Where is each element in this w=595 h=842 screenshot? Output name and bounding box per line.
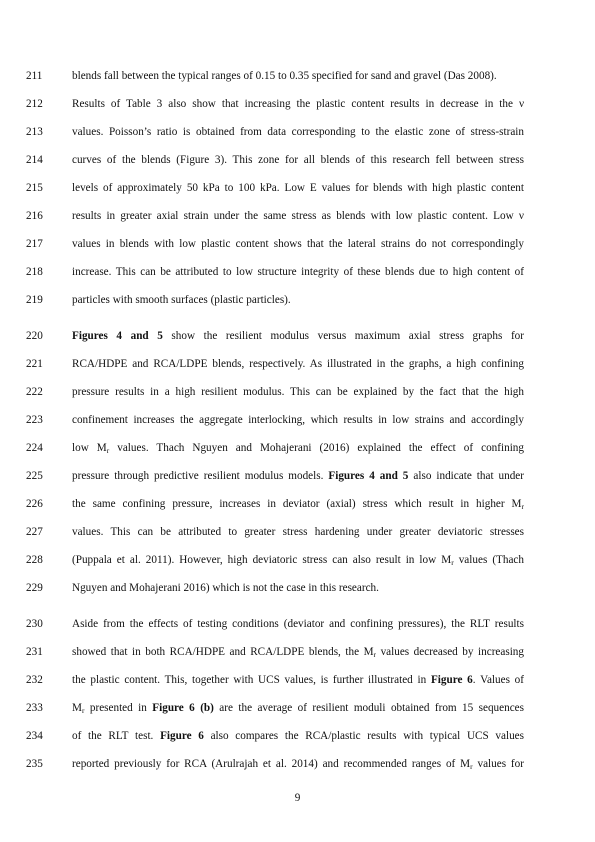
line-number: 222 (26, 386, 43, 398)
line-number: 216 (26, 210, 43, 222)
text-line (0, 384, 595, 400)
text-line (0, 328, 595, 344)
text-line (0, 264, 595, 280)
text-line (0, 96, 595, 112)
line-text: the same confining pressure, increases in deviator (axial) stress which result in higher $M_r$ (72, 498, 524, 511)
line-text: values in blends with low plastic content shows that the lateral strains do not correspondingly (72, 238, 524, 250)
line-number: 217 (26, 238, 43, 250)
line-text: RCA/HDPE and RCA/LDPE blends, respectively. As illustrated in the graphs, a high confining (72, 358, 524, 370)
text-line (0, 180, 595, 196)
line-number: 232 (26, 674, 43, 686)
line-number: 211 (26, 70, 43, 82)
line-text: levels of approximately 50 kPa to 100 kPa. Low E values for blends with high plastic content (72, 182, 524, 194)
line-number: 212 (26, 98, 43, 110)
text-line (0, 496, 595, 512)
text-line (0, 440, 595, 456)
text-line (0, 552, 595, 568)
text-line (0, 208, 595, 224)
line-text: reported previously for RCA (Arulrajah et al. 2014) and recommended ranges of $M_r$ values for (72, 758, 524, 771)
line-number: 231 (26, 646, 43, 658)
text-line (0, 616, 595, 632)
line-text: values. This can be attributed to greater stress hardening under greater deviatoric stresses (72, 526, 524, 538)
line-text: Figures 4 and 5 show the resilient modulus versus maximum axial stress graphs for (72, 330, 524, 342)
line-number: 221 (26, 358, 43, 370)
text-line (0, 580, 595, 596)
text-line (0, 728, 595, 744)
line-text: pressure results in a high resilient modulus. This can be explained by the fact that the high (72, 386, 524, 398)
line-number: 215 (26, 182, 43, 194)
line-number: 229 (26, 582, 43, 594)
line-text: particles with smooth surfaces (plastic particles). (72, 294, 291, 306)
line-text: values. Poisson’s ratio is obtained from data corresponding to the elastic zone of stress-strain (72, 126, 524, 138)
line-text: increase. This can be attributed to low structure integrity of these blends due to high content of (72, 266, 524, 278)
line-number: 228 (26, 554, 43, 566)
line-number: 223 (26, 414, 43, 426)
line-text: curves of the blends (Figure 3). This zone for all blends of this research fell between stress (72, 154, 524, 166)
text-line (0, 412, 595, 428)
text-line (0, 672, 595, 688)
line-text: blends fall between the typical ranges of 0.15 to 0.35 specified for sand and gravel (Das 2008). (72, 70, 497, 82)
page-number: 9 (294, 792, 301, 804)
line-number: 233 (26, 702, 43, 714)
line-text: Nguyen and Mohajerani 2016) which is not the case in this research. (72, 582, 379, 594)
text-line (0, 644, 595, 660)
text-line (0, 356, 595, 372)
text-line (0, 700, 595, 716)
line-text: confinement increases the aggregate interlocking, which results in low strains and accordingly (72, 414, 524, 426)
text-line (0, 756, 595, 772)
text-line (0, 152, 595, 168)
text-line (0, 468, 595, 484)
text-line (0, 68, 595, 84)
line-number: 225 (26, 470, 43, 482)
text-line (0, 292, 595, 308)
line-text: of the RLT test. Figure 6 also compares the RCA/plastic results with typical UCS values (72, 730, 524, 742)
text-line (0, 236, 595, 252)
line-text: showed that in both RCA/HDPE and RCA/LDPE blends, the $M_r$ values decreased by increasing (72, 646, 524, 659)
line-text: Aside from the effects of testing conditions (deviator and confining pressures), the RLT results (72, 618, 524, 630)
line-number: 227 (26, 526, 43, 538)
line-number: 224 (26, 442, 43, 454)
line-number: 213 (26, 126, 43, 138)
line-text: low $M_r$ values. Thach Nguyen and Mohajerani (2016) explained the effect of confining (72, 442, 524, 455)
line-number: 226 (26, 498, 43, 510)
line-number: 219 (26, 294, 43, 306)
line-number: 220 (26, 330, 43, 342)
text-line (0, 124, 595, 140)
line-text: Results of Table 3 also show that increasing the plastic content results in decrease in the ν (72, 98, 524, 110)
line-number: 230 (26, 618, 43, 630)
line-number: 234 (26, 730, 43, 742)
line-text: (Puppala et al. 2011). However, high deviatoric stress can also result in low $M_r$ values (Thach (72, 554, 524, 567)
text-line (0, 524, 595, 540)
line-number: 214 (26, 154, 43, 166)
line-text: pressure through predictive resilient modulus models. Figures 4 and 5 also indicate that under (72, 470, 524, 482)
line-text: results in greater axial strain under the same stress as blends with low plastic content. Low ν (72, 210, 524, 222)
line-number: 218 (26, 266, 43, 278)
line-number: 235 (26, 758, 43, 770)
line-text: the plastic content. This, together with UCS values, is further illustrated in Figure 6. Values of (72, 674, 524, 686)
line-text: $M_r$ presented in Figure 6 (b) are the average of resilient moduli obtained from 15 sequences (72, 702, 524, 715)
